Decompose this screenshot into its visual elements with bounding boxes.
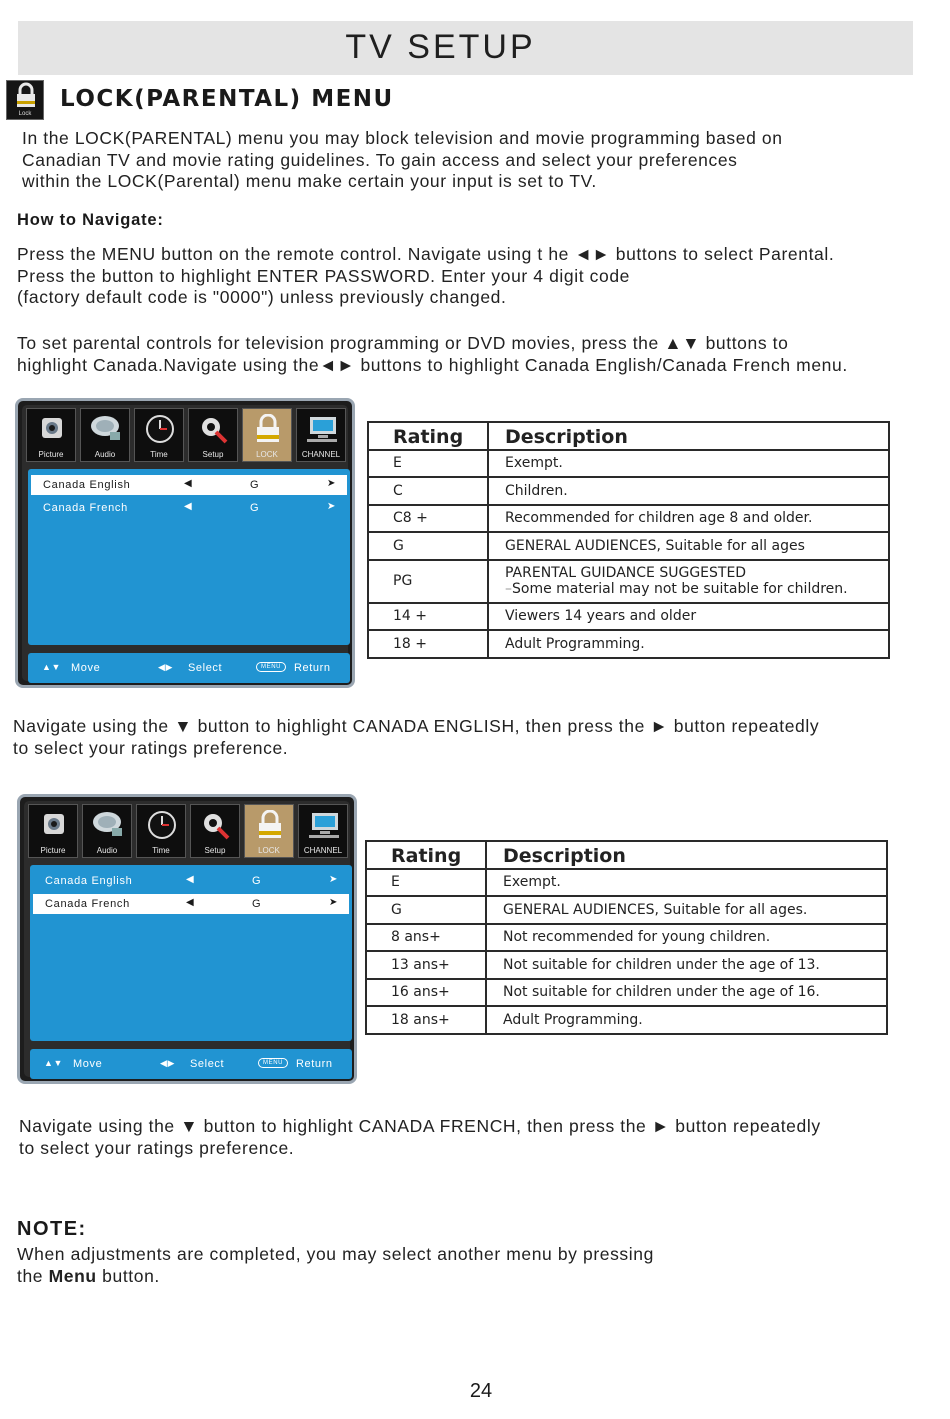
osd-menu-area [28,469,350,645]
osd-tab-label: LOCK [256,450,278,459]
navigate-line: (factory default code is "0000") unless previously changed. [17,287,507,307]
osd-tab-label: CHANNEL [301,450,341,459]
description-cell: Exempt. [488,450,889,478]
table-row [366,869,887,897]
navigate-paragraph [17,244,834,309]
arrow-left-icon[interactable]: ◀ [186,874,195,885]
up-down-icon: ▲▼ [44,1058,64,1068]
table-row [366,1006,887,1034]
description-cell: GENERAL AUDIENCES, Suitable for all ages [488,532,889,560]
osd-tab-label: Time [152,846,170,855]
clock-icon [144,810,180,840]
osd-row-label: Canada French [45,898,130,910]
intro-line: Canadian TV and movie rating guidelines. To gain access and select your preferences [22,149,738,170]
rating-cell: G [368,532,488,560]
note-title: NOTE: [17,1218,87,1240]
osd-tab-row [28,804,348,858]
osd-tab-label: Picture [40,846,66,855]
tv-osd-canada-french [17,794,357,1084]
padlock-icon [7,81,45,111]
note-line: When adjustments are completed, you may select another menu by pressing [17,1244,654,1264]
menu-key-icon: MENU [258,1058,288,1068]
rating-cell: PG [368,560,488,603]
osd-tab-picture[interactable] [26,408,76,462]
rating-cell: E [368,450,488,478]
osd-row-canada-french[interactable] [31,498,347,518]
table-row [368,477,889,505]
note-suffix: button. [96,1265,160,1286]
description-cell: Children. [488,477,889,505]
table-header-description: Description [488,422,889,450]
osd-tab-time[interactable] [136,804,186,858]
osd-row-label: Canada French [43,502,128,514]
osd-menu-area [30,865,352,1041]
arrow-left-icon[interactable]: ◀ [184,501,193,512]
arrow-left-icon[interactable]: ◀ [184,478,193,489]
table-row [368,505,889,533]
menu-keyword: Menu [48,1265,97,1286]
french-line: to select your ratings preference. [19,1137,295,1158]
description-line: PARENTAL GUIDANCE SUGGESTED [505,565,747,581]
intro-line: In the LOCK(PARENTAL) menu you may block television and movie programming based on [22,128,783,148]
table-row [366,896,887,924]
wrench-icon [196,414,232,444]
arrow-right-icon[interactable]: ➤ [329,897,339,908]
intro-line: within the LOCK(Parental) menu make certain your input is set to TV. [22,171,597,191]
osd-row-canada-english[interactable] [33,871,349,891]
table-row [366,924,887,952]
osd-row-value: G [250,502,260,514]
osd-tab-label: Time [150,450,168,459]
table-row [366,951,887,979]
description-cell: PARENTAL GUIDANCE SUGGESTED –Some material may not be suitable for children. [488,560,889,603]
osd-tab-audio[interactable] [82,804,132,858]
description-cell: Adult Programming. [488,630,889,658]
osd-footer-move: Move [73,1058,103,1070]
arrow-right-icon[interactable]: ➤ [327,501,337,512]
table-row [368,532,889,560]
rating-cell: 13 ans+ [366,951,486,979]
padlock-icon [252,810,288,840]
up-down-icon: ▲▼ [42,662,62,672]
computer-icon [306,810,342,840]
osd-footer-return: Return [294,662,331,674]
left-right-icon: ◀▶ [158,662,174,672]
camera-icon [34,414,70,444]
osd-row-value: G [252,898,262,910]
rating-cell: 14 + [368,603,488,631]
rating-cell: 8 ans+ [366,924,486,952]
osd-footer [30,1049,352,1079]
page-title: TV SETUP [345,28,536,66]
satellite-dish-icon [88,414,124,444]
parental-line: highlight Canada.Navigate using the◄► buttons to highlight Canada English/Canada French menu. [17,354,848,375]
navigate-line: Press the MENU button on the remote control. Navigate using t he ◄► buttons to select Parental. [17,244,835,264]
arrow-left-icon[interactable]: ◀ [186,897,195,908]
table-row [368,450,889,478]
description-cell: Recommended for children age 8 and older. [488,505,889,533]
rating-cell: 16 ans+ [366,979,486,1007]
osd-tab-audio[interactable] [80,408,130,462]
note-line [17,1266,654,1288]
osd-tab-time[interactable] [134,408,184,462]
osd-tab-label: Audio [94,450,116,459]
wrench-icon [198,810,234,840]
lock-badge-caption: Lock [18,111,32,117]
description-line: Some material may not be suitable for children. [512,581,848,597]
lock-badge [6,80,44,120]
osd-tab-lock[interactable] [244,804,294,858]
page-number: 24 [469,1380,493,1402]
section-title: LOCK(PARENTAL) MENU [60,86,394,112]
osd-tab-lock[interactable] [242,408,292,462]
table-row [368,560,889,603]
description-cell: Not suitable for children under the age of 13. [486,951,887,979]
left-right-icon: ◀▶ [160,1058,176,1068]
osd-tab-channel[interactable] [298,804,348,858]
osd-row-value: G [252,875,262,887]
description-cell: Viewers 14 years and older [488,603,889,631]
osd-tab-setup[interactable] [188,408,238,462]
padlock-icon [250,414,286,444]
note-prefix: the [17,1265,49,1286]
english-instructions [13,716,819,759]
french-line: Navigate using the ▼ button to highlight CANADA FRENCH, then press the ► button repeatedly [19,1116,821,1136]
osd-footer-return: Return [296,1058,333,1070]
osd-tab-label: Picture [38,450,64,459]
rating-cell: C [368,477,488,505]
osd-tab-setup[interactable] [190,804,240,858]
osd-footer [28,653,350,683]
description-cell: Not suitable for children under the age of 16. [486,979,887,1007]
table-row [366,979,887,1007]
osd-tab-label: Setup [204,846,226,855]
rating-cell: E [366,869,486,897]
osd-tab-label: LOCK [258,846,280,855]
osd-footer-select: Select [190,1058,225,1070]
satellite-dish-icon [90,810,126,840]
description-cell: GENERAL AUDIENCES, Suitable for all ages. [486,896,887,924]
english-line: Navigate using the ▼ button to highlight CANADA ENGLISH, then press the ► button repeatedly [13,716,820,736]
description-cell: Exempt. [486,869,887,897]
table-header-rating: Rating [366,841,486,869]
rating-cell: 18 ans+ [366,1006,486,1034]
navigate-line: Press the button to highlight ENTER PASSWORD. Enter your 4 digit code [17,265,631,286]
parental-line: To set parental controls for television programming or DVD movies, press the ▲▼ buttons to [17,333,789,353]
computer-icon [304,414,340,444]
osd-tab-label: Audio [96,846,118,855]
menu-key-icon: MENU [256,662,286,672]
english-line: to select your ratings preference. [13,737,289,758]
osd-tab-label: Setup [202,450,224,459]
osd-tab-channel[interactable] [296,408,346,462]
camera-icon [36,810,72,840]
osd-row-value: G [250,479,260,491]
osd-row-label: Canada English [43,479,131,491]
rating-table-canada-french [365,840,888,1035]
intro-paragraph [22,128,783,193]
osd-tab-row [26,408,346,462]
table-row [368,603,889,631]
table-header-description: Description [486,841,887,869]
arrow-right-icon[interactable]: ➤ [329,874,339,885]
rating-table-canada-english [367,421,890,659]
rating-cell: G [366,896,486,924]
rating-cell: C8 + [368,505,488,533]
rating-cell: 18 + [368,630,488,658]
clock-icon [142,414,178,444]
osd-footer-select: Select [188,662,223,674]
parental-paragraph [17,333,848,376]
description-cell: Not recommended for young children. [486,924,887,952]
table-row [368,630,889,658]
osd-tab-picture[interactable] [28,804,78,858]
note-text [17,1244,654,1287]
osd-tab-label: CHANNEL [303,846,343,855]
french-instructions [19,1116,821,1159]
arrow-right-icon[interactable]: ➤ [327,478,337,489]
osd-footer-move: Move [71,662,101,674]
osd-row-canada-french[interactable] [33,894,349,914]
description-cell: Adult Programming. [486,1006,887,1034]
osd-row-canada-english[interactable] [31,475,347,495]
tv-osd-canada-english [15,398,355,688]
navigate-heading: How to Navigate: [17,211,164,229]
osd-row-label: Canada English [45,875,133,887]
table-header-rating: Rating [368,422,488,450]
